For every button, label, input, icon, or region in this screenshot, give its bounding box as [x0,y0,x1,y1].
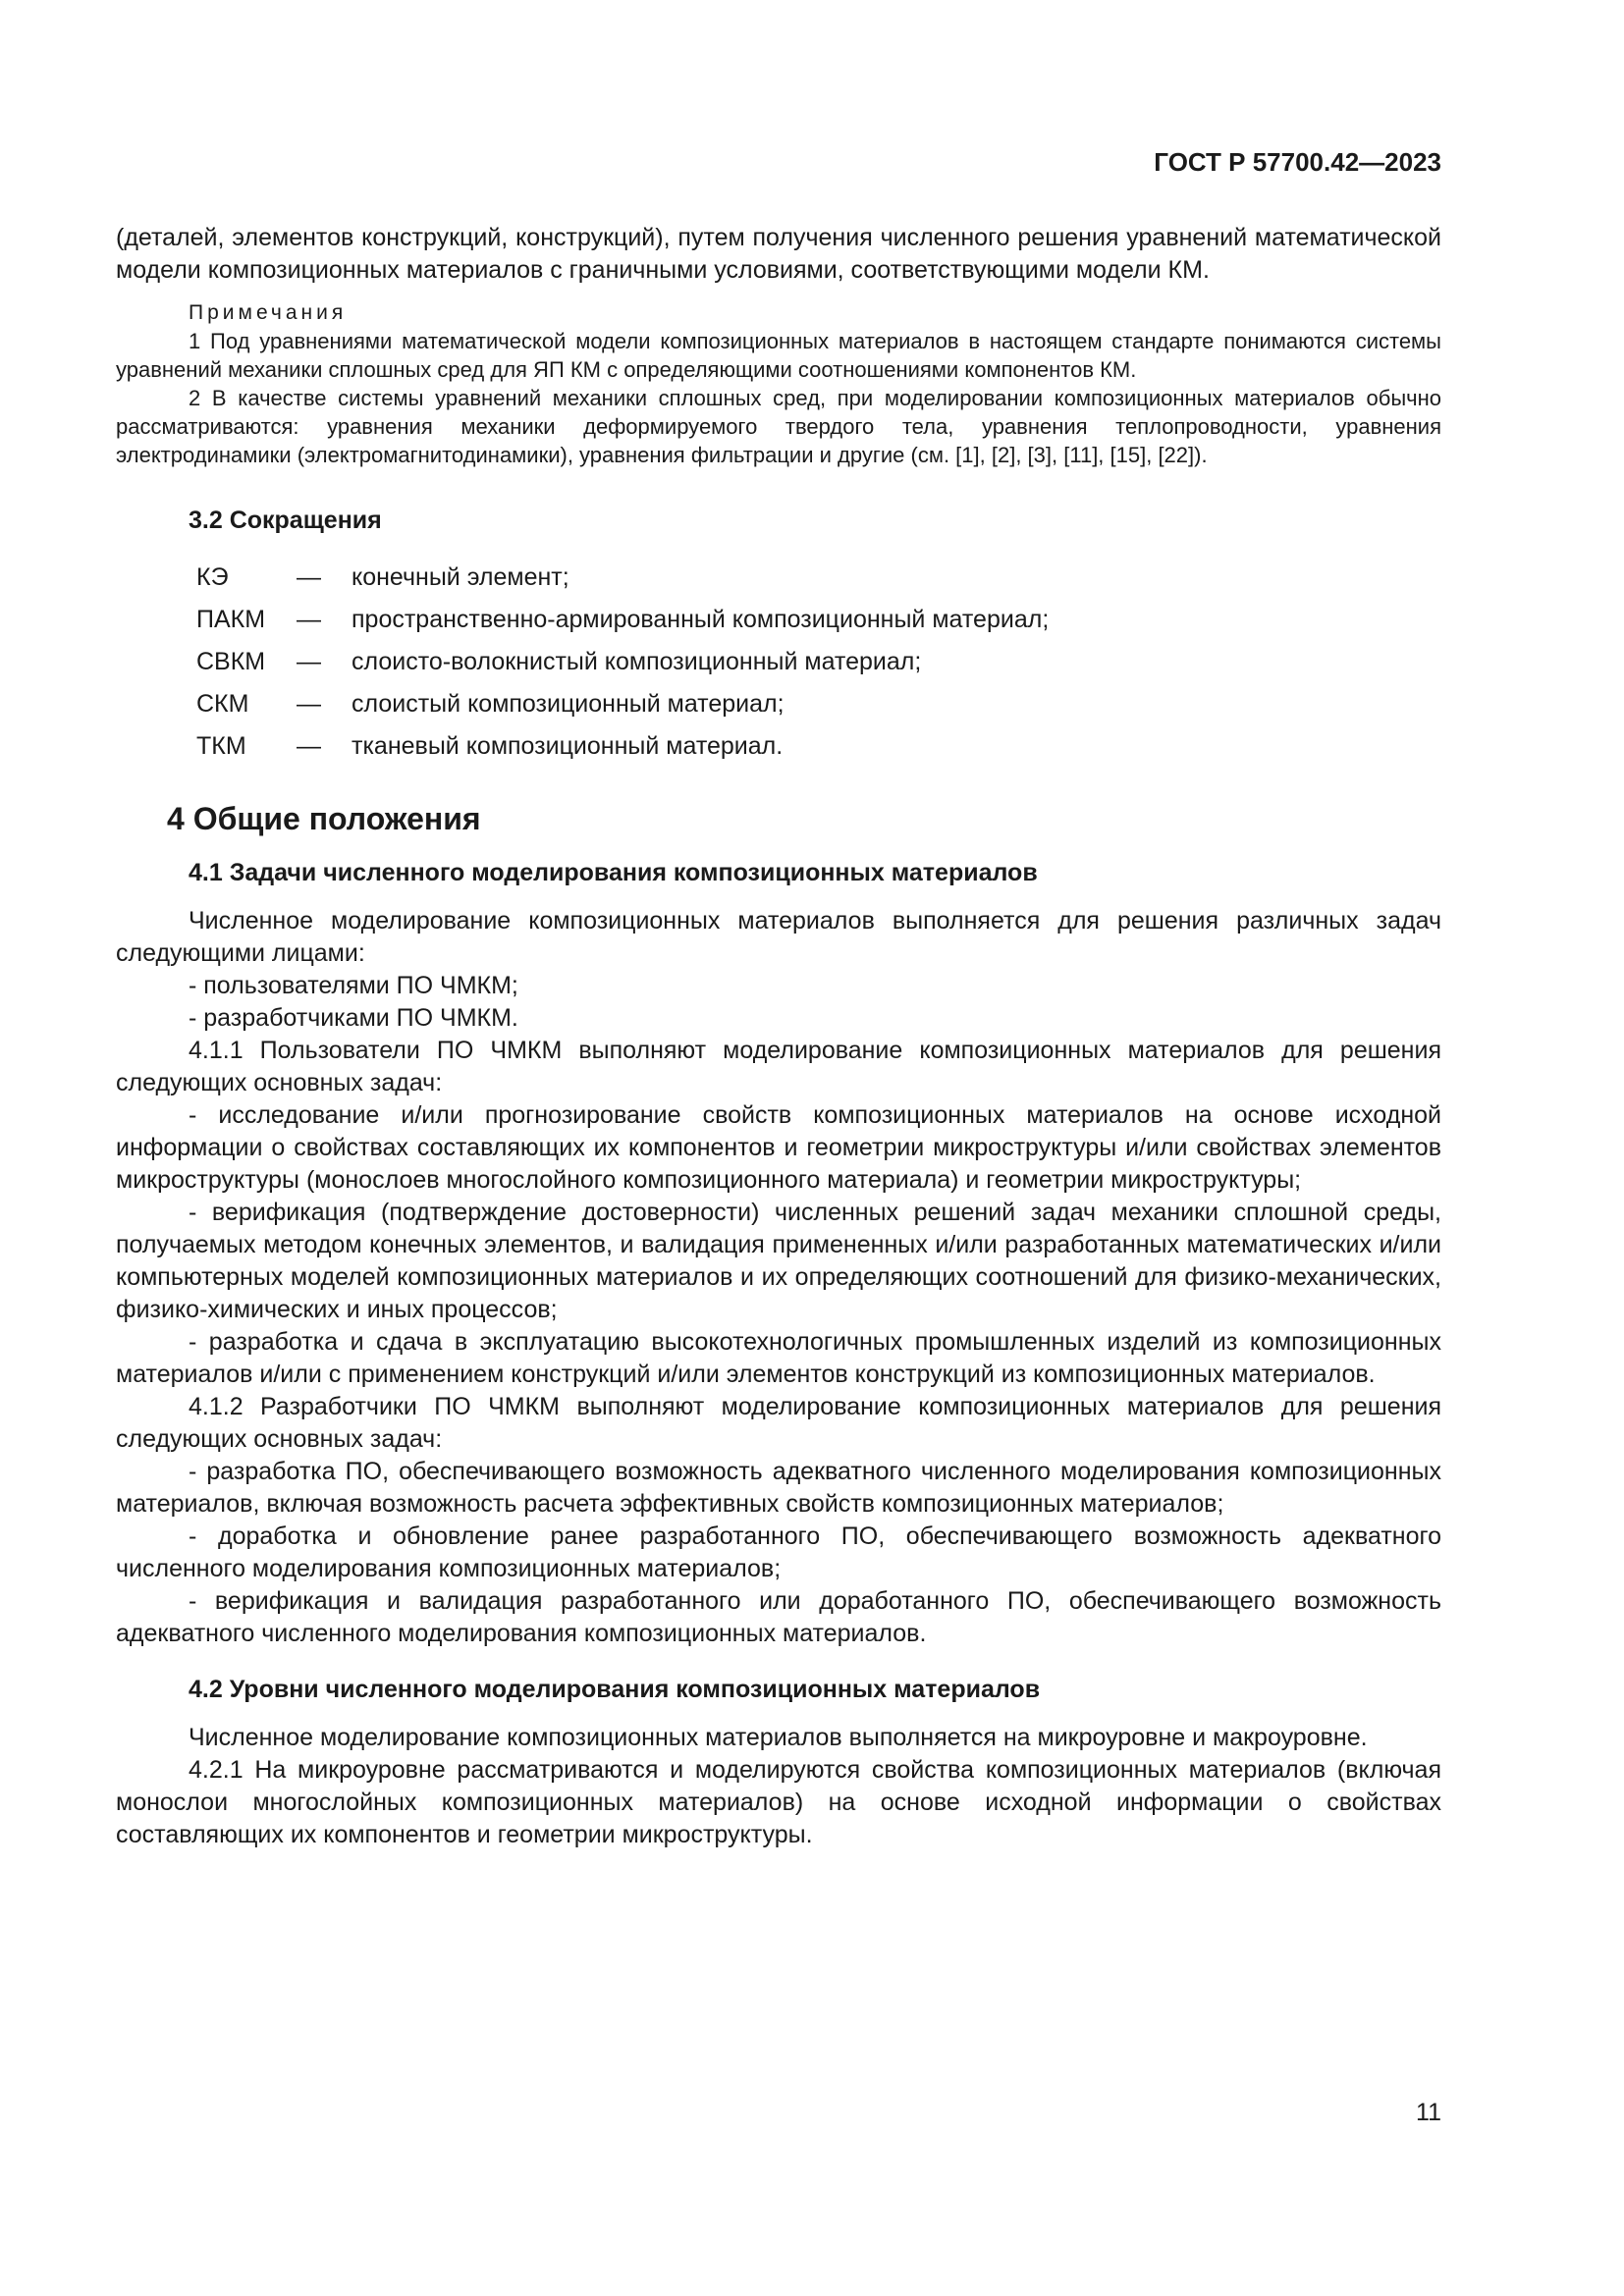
abbreviation-text: пространственно-армированный композиционный материал; [352,606,1050,633]
abbreviation-row [196,599,1441,641]
list-item: - верификация и валидация разработанного или доработанного ПО, обеспечивающего возможность адекватного численного моделирования композиционных материалов. [116,1587,1441,1647]
paragraph: 4.1.1 Пользователи ПО ЧМКМ выполняют моделирование композиционных материалов для решения следующих основных задач: [116,1037,1441,1096]
paragraph: Численное моделирование композиционных материалов выполняется для решения различных задач следующими лицами: [116,907,1441,967]
abbreviation-text: слоистый композиционный материал; [352,690,785,718]
list-item: - исследование и/или прогнозирование свойств композиционных материалов на основе исходной информации о свойствах составляющих их компонентов и геометрии микроструктуры и/или свойствах элементов микроструктуры (монослоев многослойного композиционного материала) и геометрии микроструктуры; [116,1101,1441,1194]
abbreviation-code: СВКМ [196,648,266,675]
section-4-1-title: 4.1 Задачи численного моделирования композиционных материалов [189,859,1038,886]
abbreviation-text: конечный элемент; [352,563,569,591]
page-number: 11 [1416,2099,1441,2126]
section-4-2-title: 4.2 Уровни численного моделирования композиционных материалов [189,1676,1041,1703]
list-item: - разработка и сдача в эксплуатацию высокотехнологичных промышленных изделий из композиционных материалов и/или с применением конструкций и/или элементов конструкций из композиционных материалов. [116,1328,1441,1388]
abbreviation-text: тканевый композиционный материал. [352,732,784,760]
abbreviation-dash: — [297,690,321,718]
document-header: ГОСТ Р 57700.42—2023 [1154,147,1441,177]
abbreviation-code: СКМ [196,690,249,718]
note-2: 2 В качестве системы уравнений механики сплошных сред, при моделировании композиционных материалов обычно рассматриваются: уравнения механики деформируемого твердого тела, уравнения теплопроводности, уравнения электродинамики (электромагнитодинамики), уравнения фильтрации и другие (см. [1], [2], [3], [11], [15], [22]). [116,386,1441,467]
list-item: - пользователями ПО ЧМКМ; [189,972,518,999]
document-body [116,222,1441,1851]
paragraph: 4.2.1 На микроуровне рассматриваются и моделируются свойства композиционных материалов (включая монослои многослойных композиционных материалов) на основе исходной информации о свойствах составляющих их компонентов и геометрии микроструктуры. [116,1756,1441,1848]
abbreviation-code: ТКМ [196,732,246,760]
list-item: - разработка ПО, обеспечивающего возможность адекватного численного моделирования композиционных материалов, включая возможность расчета эффективных свойств композиционных материалов; [116,1458,1441,1518]
section-4-title: 4 Общие положения [167,801,481,836]
section-3-2-title: 3.2 Сокращения [189,507,382,534]
abbreviation-code: ПАКМ [196,606,266,633]
abbreviation-dash: — [297,563,321,591]
abbreviation-dash: — [297,648,321,675]
paragraph: Численное моделирование композиционных материалов выполняется на микроуровне и макроуровне. [189,1724,1368,1751]
abbreviation-row [196,725,1441,768]
abbreviation-row [196,641,1441,683]
intro-paragraph: (деталей, элементов конструкций, конструкций), путем получения численного решения уравнений математической модели композиционных материалов с граничными условиями, соответствующими модели КМ. [116,224,1441,284]
abbreviation-dash: — [297,606,321,633]
list-item: - доработка и обновление ранее разработанного ПО, обеспечивающего возможность адекватного численного моделирования композиционных материалов; [116,1522,1441,1582]
abbreviation-row [196,557,1441,599]
notes-heading: Примечания [189,301,348,324]
list-item: - разработчиками ПО ЧМКМ. [189,1004,518,1032]
abbreviation-row [196,683,1441,725]
abbreviation-list [116,557,1441,768]
abbreviation-dash: — [297,732,321,760]
paragraph: 4.1.2 Разработчики ПО ЧМКМ выполняют моделирование композиционных материалов для решения следующих основных задач: [116,1393,1441,1453]
abbreviation-code: КЭ [196,563,229,591]
list-item: - верификация (подтверждение достоверности) численных решений задач механики сплошной среды, получаемых методом конечных элементов, и валидация примененных и/или разработанных математических и/или компьютерных моделей композиционных материалов и их определяющих соотношений для физико-механических, физико-химических и иных процессов; [116,1199,1441,1323]
note-1: 1 Под уравнениями математической модели композиционных материалов в настоящем стандарте понимаются системы уравнений механики сплошных сред для ЯП КМ с определяющими соотношениями компонентов КМ. [116,329,1441,382]
abbreviation-text: слоисто-волокнистый композиционный материал; [352,648,922,675]
